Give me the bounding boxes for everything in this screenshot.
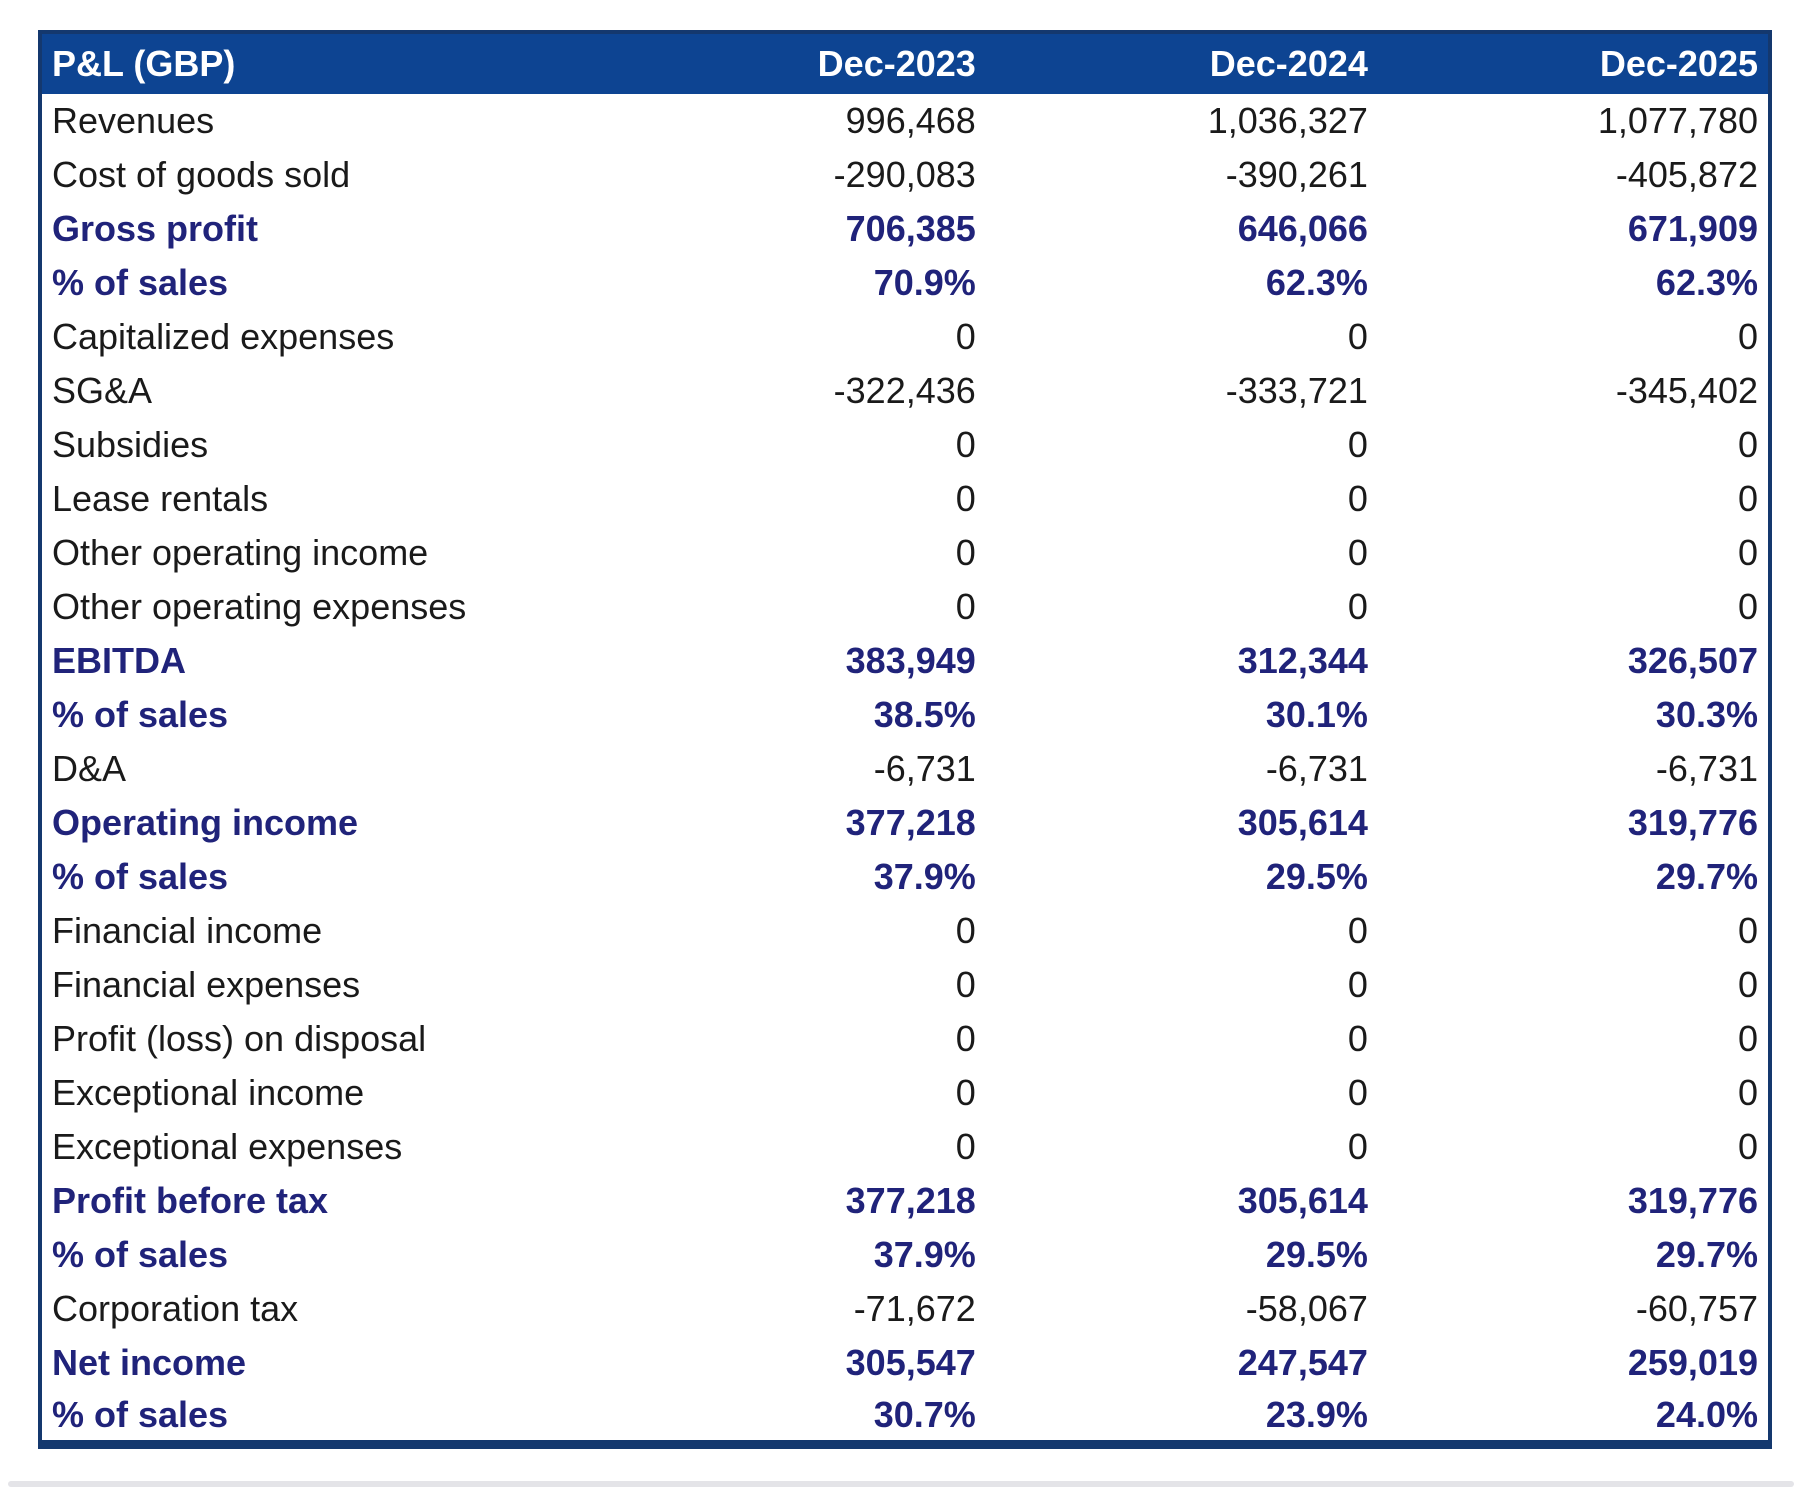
cell-value: 0	[986, 1066, 1378, 1120]
cell-value: 37.9%	[594, 1228, 986, 1282]
cell-value: 30.7%	[594, 1390, 986, 1444]
row-label: Subsidies	[40, 418, 594, 472]
row-label: % of sales	[40, 850, 594, 904]
row-label: Financial expenses	[40, 958, 594, 1012]
cell-value: 0	[986, 1120, 1378, 1174]
cell-value: 0	[986, 526, 1378, 580]
row-label: Revenues	[40, 94, 594, 148]
table-row	[40, 634, 1770, 688]
table-row	[40, 1012, 1770, 1066]
cell-value: -290,083	[594, 148, 986, 202]
table-row	[40, 1174, 1770, 1228]
cell-value: 0	[986, 958, 1378, 1012]
cell-value: 305,547	[594, 1336, 986, 1390]
profit-and-loss-table	[38, 30, 1772, 1449]
table-row	[40, 1120, 1770, 1174]
table-row	[40, 148, 1770, 202]
table-row	[40, 202, 1770, 256]
row-label: % of sales	[40, 1228, 594, 1282]
cell-value: 0	[1378, 904, 1770, 958]
table-body	[40, 94, 1770, 1444]
table-row	[40, 1066, 1770, 1120]
cell-value: 0	[1378, 526, 1770, 580]
row-label: Profit (loss) on disposal	[40, 1012, 594, 1066]
cell-value: 62.3%	[986, 256, 1378, 310]
cell-value: 0	[986, 580, 1378, 634]
cell-value: 259,019	[1378, 1336, 1770, 1390]
cell-value: 0	[1378, 310, 1770, 364]
cell-value: -71,672	[594, 1282, 986, 1336]
cell-value: 0	[594, 472, 986, 526]
cell-value: 706,385	[594, 202, 986, 256]
table-row	[40, 256, 1770, 310]
table-row	[40, 1228, 1770, 1282]
cell-value: 0	[1378, 418, 1770, 472]
row-label: Capitalized expenses	[40, 310, 594, 364]
cell-value: 62.3%	[1378, 256, 1770, 310]
table-row	[40, 580, 1770, 634]
cell-value: -6,731	[1378, 742, 1770, 796]
table-row	[40, 310, 1770, 364]
cell-value: 0	[986, 418, 1378, 472]
table-row	[40, 1336, 1770, 1390]
table-row	[40, 472, 1770, 526]
table-row	[40, 94, 1770, 148]
cell-value: 29.7%	[1378, 850, 1770, 904]
cell-value: 305,614	[986, 1174, 1378, 1228]
page-edge-line	[8, 1481, 1794, 1487]
cell-value: 0	[594, 526, 986, 580]
column-header-dec-2024: Dec-2024	[986, 32, 1378, 94]
cell-value: 377,218	[594, 1174, 986, 1228]
row-label: Lease rentals	[40, 472, 594, 526]
cell-value: 383,949	[594, 634, 986, 688]
row-label: Other operating expenses	[40, 580, 594, 634]
cell-value: 996,468	[594, 94, 986, 148]
cell-value: -6,731	[594, 742, 986, 796]
table-row	[40, 904, 1770, 958]
cell-value: 0	[1378, 958, 1770, 1012]
table-row	[40, 364, 1770, 418]
row-label: SG&A	[40, 364, 594, 418]
row-label: Corporation tax	[40, 1282, 594, 1336]
table-row	[40, 688, 1770, 742]
cell-value: 0	[594, 418, 986, 472]
row-label: % of sales	[40, 1390, 594, 1444]
row-label: Exceptional income	[40, 1066, 594, 1120]
table-row	[40, 742, 1770, 796]
cell-value: -58,067	[986, 1282, 1378, 1336]
table-row	[40, 1390, 1770, 1444]
cell-value: 0	[1378, 472, 1770, 526]
row-label: Profit before tax	[40, 1174, 594, 1228]
cell-value: 30.1%	[986, 688, 1378, 742]
row-label: Cost of goods sold	[40, 148, 594, 202]
cell-value: 37.9%	[594, 850, 986, 904]
cell-value: 0	[594, 580, 986, 634]
cell-value: 0	[986, 904, 1378, 958]
cell-value: -333,721	[986, 364, 1378, 418]
table-row	[40, 958, 1770, 1012]
cell-value: 0	[986, 310, 1378, 364]
cell-value: 305,614	[986, 796, 1378, 850]
cell-value: 0	[594, 904, 986, 958]
cell-value: 0	[594, 1012, 986, 1066]
row-label: Operating income	[40, 796, 594, 850]
table-title: P&L (GBP)	[40, 32, 594, 94]
column-header-dec-2025: Dec-2025	[1378, 32, 1770, 94]
cell-value: 0	[1378, 1120, 1770, 1174]
table-row	[40, 418, 1770, 472]
cell-value: 38.5%	[594, 688, 986, 742]
cell-value: -6,731	[986, 742, 1378, 796]
cell-value: -345,402	[1378, 364, 1770, 418]
row-label: Other operating income	[40, 526, 594, 580]
header-row	[40, 32, 1770, 94]
cell-value: 312,344	[986, 634, 1378, 688]
cell-value: 0	[594, 1120, 986, 1174]
row-label: D&A	[40, 742, 594, 796]
cell-value: 0	[594, 310, 986, 364]
cell-value: 319,776	[1378, 796, 1770, 850]
cell-value: 0	[1378, 1012, 1770, 1066]
cell-value: 0	[1378, 580, 1770, 634]
table-header	[40, 32, 1770, 94]
cell-value: -60,757	[1378, 1282, 1770, 1336]
cell-value: 646,066	[986, 202, 1378, 256]
row-label: EBITDA	[40, 634, 594, 688]
cell-value: 0	[594, 1066, 986, 1120]
cell-value: 30.3%	[1378, 688, 1770, 742]
cell-value: 1,036,327	[986, 94, 1378, 148]
cell-value: 29.5%	[986, 1228, 1378, 1282]
cell-value: -322,436	[594, 364, 986, 418]
row-label: Gross profit	[40, 202, 594, 256]
row-label: Net income	[40, 1336, 594, 1390]
table-row	[40, 1282, 1770, 1336]
cell-value: 23.9%	[986, 1390, 1378, 1444]
row-label: Exceptional expenses	[40, 1120, 594, 1174]
row-label: % of sales	[40, 256, 594, 310]
cell-value: 29.7%	[1378, 1228, 1770, 1282]
column-header-dec-2023: Dec-2023	[594, 32, 986, 94]
table-row	[40, 526, 1770, 580]
cell-value: 319,776	[1378, 1174, 1770, 1228]
cell-value: 0	[594, 958, 986, 1012]
cell-value: -405,872	[1378, 148, 1770, 202]
cell-value: 377,218	[594, 796, 986, 850]
cell-value: -390,261	[986, 148, 1378, 202]
row-label: Financial income	[40, 904, 594, 958]
cell-value: 1,077,780	[1378, 94, 1770, 148]
cell-value: 247,547	[986, 1336, 1378, 1390]
row-label: % of sales	[40, 688, 594, 742]
cell-value: 29.5%	[986, 850, 1378, 904]
cell-value: 70.9%	[594, 256, 986, 310]
cell-value: 24.0%	[1378, 1390, 1770, 1444]
cell-value: 326,507	[1378, 634, 1770, 688]
cell-value: 0	[986, 472, 1378, 526]
cell-value: 0	[1378, 1066, 1770, 1120]
table-row	[40, 796, 1770, 850]
table-row	[40, 850, 1770, 904]
cell-value: 671,909	[1378, 202, 1770, 256]
cell-value: 0	[986, 1012, 1378, 1066]
